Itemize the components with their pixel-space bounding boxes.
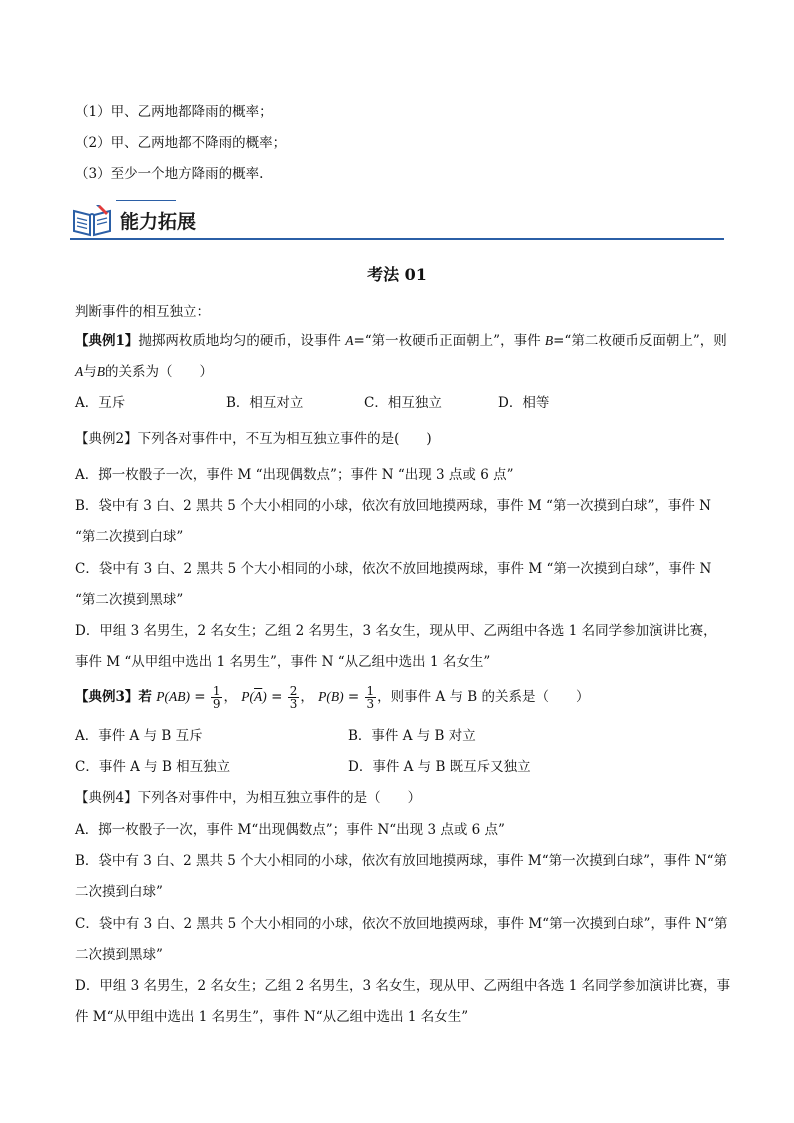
question-2: （2）甲、乙两地都不降雨的概率； [75,135,287,151]
example-4-option-d-line-2: 件 M“从甲组中选出 1 名男生”，事件 N“从乙组中选出 1 名女生” [75,1009,469,1025]
example-1-option-b: B．相互对立 [226,395,304,411]
method-title: 考法 01 [367,265,427,284]
fraction-2: $\frac{2}{3}$ [289,684,298,711]
example-4-option-a: A．掷一枚骰子一次，事件 M“出现偶数点”；事件 N“出现 3 点或 6 点” [75,822,505,838]
example-1-stem-line-1: 【典例1】抛掷两枚质地均匀的硬币，设事件 A=“第一枚硬币正面朝上”，事件 B=“第二枚硬币反面朝上”，则 [75,333,727,349]
example-1-tag: 【典例1】 [75,333,139,349]
example-3-option-c: C．事件 A 与 B 相互独立 [75,759,231,775]
example-3-option-d: D．事件 A 与 B 既互斥又独立 [348,759,531,775]
example-2-option-d-line-1: D．甲组 3 名男生，2 名女生；乙组 2 名男生，3 名女生，现从甲、乙两组中各选 1 名同学参加演讲比赛， [75,623,717,639]
example-2-option-c-line-2: “第二次摸到黑球” [75,592,184,608]
question-3: （3）至少一个地方降雨的概率. [75,166,264,182]
example-2-option-a: A．掷一枚骰子一次，事件 M “出现偶数点”；事件 N “出现 3 点或 6 点” [75,467,514,483]
example-3-stem: 【典例3】若 P(AB) = $\frac{1}{9}$ ， $P(\overline{A})$ = $\frac{2}{3}$ ， P(B) = $\frac{1}{3}$ ，则事件 A 与 B 的关系是（ ） [75,684,590,711]
header-underline [70,238,724,240]
header-accent-line [116,200,176,201]
example-4-option-b-line-1: B．袋中有 3 白、2 黑共 5 个大小相同的小球，依次有放回地摸两球，事件 M“第一次摸到白球”，事件 N“第 [75,853,728,869]
example-2-stem: 【典例2】下列各对事件中，不互为相互独立事件的是( ) [75,431,432,447]
intro-text: 判断事件的相互独立： [75,304,210,320]
example-2-option-d-line-2: 事件 M “从甲组中选出 1 名男生”，事件 N “从乙组中选出 1 名女生” [75,654,491,670]
example-1-option-c: C．相互独立 [364,395,442,411]
question-1: （1）甲、乙两地都降雨的概率； [75,104,273,120]
section-header-title: 能力拓展 [120,211,197,233]
ability-extension-header [70,198,724,240]
example-1-stem-line-2: A与B的关系为（ ） [75,364,213,380]
fraction-3: $\frac{1}{3}$ [366,684,375,711]
example-4-option-b-line-2: 二次摸到白球” [75,884,163,900]
example-3-option-b: B．事件 A 与 B 对立 [348,728,476,744]
example-4-stem: 【典例4】下列各对事件中，为相互独立事件的是（ ） [75,790,422,806]
example-2-option-b-line-2: “第二次摸到白球” [75,529,184,545]
example-4-option-d-line-1: D．甲组 3 名男生，2 名女生；乙组 2 名男生，3 名女生，现从甲、乙两组中各选 1 名同学参加演讲比赛，事 [75,978,731,994]
example-2-option-b-line-1: B．袋中有 3 白、2 黑共 5 个大小相同的小球，依次有放回地摸两球，事件 M “第一次摸到白球”，事件 N [75,498,711,514]
example-1-option-d: D．相等 [498,395,550,411]
example-1-option-a: A．互斥 [75,395,126,411]
example-4-option-c-line-2: 二次摸到黑球” [75,947,163,963]
example-3-option-a: A．事件 A 与 B 互斥 [75,728,203,744]
book-icon [72,203,112,241]
example-4-option-c-line-1: C．袋中有 3 白、2 黑共 5 个大小相同的小球，依次不放回地摸两球，事件 M“第一次摸到白球”，事件 N“第 [75,916,728,932]
example-2-option-c-line-1: C．袋中有 3 白、2 黑共 5 个大小相同的小球，依次不放回地摸两球，事件 M “第一次摸到白球”，事件 N [75,561,712,577]
fraction-1: $\frac{1}{9}$ [212,684,221,711]
